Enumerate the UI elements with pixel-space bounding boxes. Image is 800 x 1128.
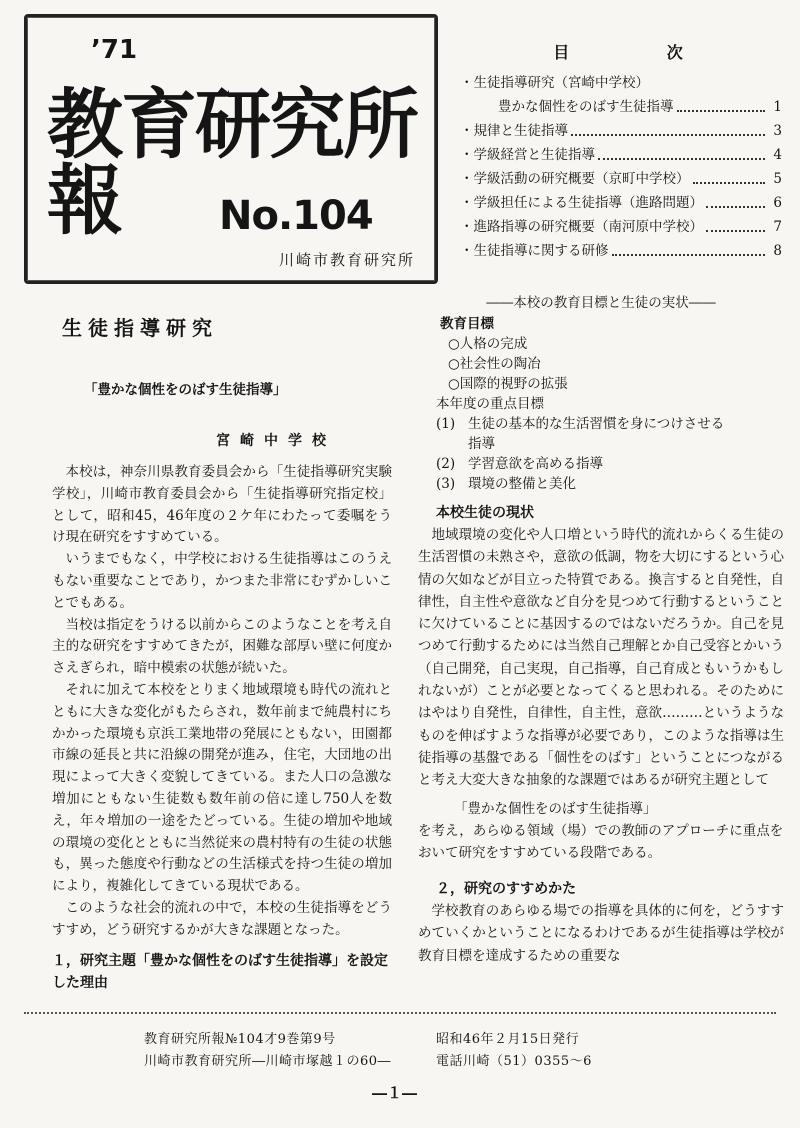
toc-item: ・学級活動の研究概要（京町中学校） 5 (460, 167, 782, 191)
goal-item: ○人格の完成 (448, 336, 528, 352)
article-title: 生徒指導研究 (62, 316, 218, 340)
priority-item-continued: 指導 (468, 436, 495, 452)
toc-item: ・進路指導の研究概要（南河原中学校） 7 (460, 215, 782, 239)
footer-divider (24, 1012, 776, 1014)
theme-quote: 「豊かな個性をのばす生徒指導」 (454, 800, 657, 817)
masthead-title: 教育研究所報 (47, 80, 417, 245)
priority-item: (2) 学習意欲を高める指導 (436, 456, 603, 472)
page-number: ―１― (372, 1084, 418, 1102)
toc-heading: 目 次 (553, 43, 729, 62)
goal-item: ○国際的視野の拡張 (448, 376, 568, 392)
toc-item: ・規律と生徒指導 3 (460, 119, 782, 143)
issue-number: No.104 (219, 193, 373, 239)
paragraph: 本校は，神奈川県教育委員会から「生徒指導研究実験学校」，川崎市教育委員会から「生徒指導研究指定校」として，昭和45，46年度の２ケ年にわたって委嘱をうけ現在研究をすすめている。 (52, 464, 392, 546)
section-heading: １，研究主題「豊かな個性をのばす生徒指導」を設定した理由 (52, 952, 388, 991)
footer-phone: 電話川崎（51）0355～6 (436, 1054, 592, 1069)
status-heading: 本校生徒の現状 (436, 505, 534, 521)
section-bar-heading: ――本校の教育目標と生徒の実状―― (486, 295, 716, 311)
paragraph: 学校教育のあらゆる場での指導を具体的に何を，どうすすめていくかということになるわけであるが生徒指導は学校が教育目標を達成するための重要な (418, 903, 784, 964)
paragraph: このような社会的流れの中で，本校の生徒指導をどうすすめ，どう研究するかが大きな課題となった。 (52, 899, 392, 938)
masthead-year: ’71 (91, 35, 138, 65)
right-column (418, 292, 784, 967)
priority-item: (1) 生徒の基本的な生活習慣を身につけさせる (436, 416, 725, 432)
masthead (24, 14, 438, 284)
footer-issue-info: 教育研究所報№104才9巻第9号 (144, 1032, 336, 1047)
priority-item: (3) 環境の整備と美化 (436, 476, 576, 492)
toc-item: ・学級担任による生徒指導（進路問題） 6 (460, 191, 782, 215)
toc-item: 豊かな個性をのばす生徒指導 1 (460, 95, 782, 119)
toc-item: ・学級経営と生徒指導 4 (460, 143, 782, 167)
footer-date: 昭和46年２月15日発行 (436, 1032, 580, 1047)
paragraph: 当校は指定をうける以前からこのようなことを考え自主的な研究をすすめてきたが，困難な部厚い壁に何度かさえぎられ，暗中模索の状態が続いた。 (52, 616, 392, 677)
goal-item: ○社会性の陶冶 (448, 356, 541, 372)
footer-address: 川崎市教育研究所―川崎市塚越１の60― (144, 1054, 392, 1069)
status-paragraph: 地域環境の変化や人口増という時代的流れからくる生徒の生活習慣の未熟さや，意欲の低調，物を大切にするという心情の欠如などが目立った特質である。換言すると自発性，自律性，自主性や意欲など自分を見つめて行動するということに欠けていることに基因するのではないだろうか。自己を見つめて行動するためには当然自己理解とか自己受容とかいう（自己開発，自己実現，自己指導，自己育成ともいうかもしれないが）ことが必要となってくると思われる。そのためにはやはり自発性，自律性，自主性，意欲………というようなものを伸ばすような指導が必要であり，このような指導は生徒指導の基盤である「個性をのばす」ということにつながると考え大変大きな抽象的な課題ではあるが研究主題として (418, 527, 784, 789)
section-heading: ２，研究のすすめかた (436, 881, 577, 898)
article-subtitle: 「豊かな個性をのばす生徒指導」 (84, 382, 287, 398)
paragraph: を考え，あらゆる領域（場）での教師のアプローチに重点をおいて研究をすすめている段階である。 (418, 822, 784, 861)
toc-item: ・生徒指導研究（宮崎中学校） (460, 75, 649, 91)
paragraph: それに加えて本校をとりまく地域環境も時代の流れとともに大きな変化がもたらされ，数年前まで純農村にちかかった環境も京浜工業地帯の発展にともない，田園都市線の延長と共に沿線の開発が進み，住宅，大団地の出現によって大きく変貌してきている。また人口の急激な増加にともない生徒数も数年前の倍に達し750人を数え，年々増加の一途をたどっている。生徒の増加や地域の環境の変化とともに当然従来の農村特有の生徒の状態も，異った態度や行動などの生活様式を持つ生徒の増加により，複雑化してきている現状である。 (52, 681, 392, 895)
goals-heading: 教育目標 (440, 316, 494, 332)
article-school: 宮崎中学校 (216, 433, 336, 449)
left-column (52, 462, 392, 994)
table-of-contents (460, 40, 782, 263)
publisher-name: 川崎市教育研究所 (279, 251, 416, 269)
paragraph: いうまでもなく，中学校における生徒指導はこのうえもない重要なことであり，かつまた非常にむずかしいことでもある。 (52, 551, 392, 611)
priority-heading: 本年度の重点目標 (436, 396, 544, 412)
toc-item: ・生徒指導に関する研修 8 (460, 239, 782, 263)
